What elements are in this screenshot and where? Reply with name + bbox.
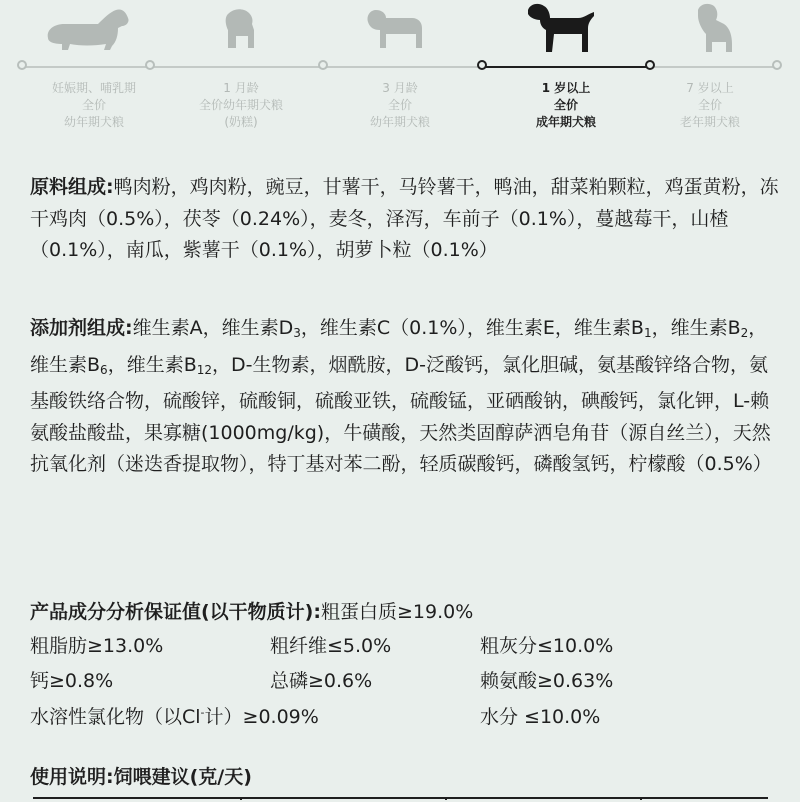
timeline-node-active bbox=[477, 60, 487, 70]
guarantee-lysine: 赖氨酸≥0.63% bbox=[480, 670, 614, 692]
adult-dog-icon bbox=[522, 0, 600, 55]
additives-text: 维生素A，维生素$D_3$，维生素C（0.1%），维生素E，维生素$B_1$，维生素$B_2$，维生素$B_6$，维生素$B_{12}$，D-生物素，烟酰胺，D-泛酸钙，氯化胆碱，氨基酸锌络合物，氨基酸铁络合物，硫酸锌，硫酸铜，硫酸亚铁，硫酸锰，亚硒酸钠，碘酸钙，氯化钾，L-赖氨酸盐酸盐，果寡糖(1000mg/kg)，牛磺酸，天然类固醇萨洒皂角苷（源自丝兰），天然抗氧化剂（迷迭香提取物），特丁基对苯二酚，轻质碳酸钙，磷酸氢钙，柠檬酸（0.5%） bbox=[30, 317, 772, 475]
additives-section bbox=[30, 313, 782, 481]
timeline-line-active bbox=[482, 66, 650, 68]
guarantee-heading-row bbox=[30, 597, 473, 624]
guarantee-phosphorus: 总磷≥0.6% bbox=[270, 670, 373, 692]
guarantee-protein: 粗蛋白质≥19.0% bbox=[320, 601, 474, 623]
ingredients-heading: 原料组成: bbox=[30, 176, 114, 198]
stage-label-pregnancy: 妊娠期、哺乳期 全价 幼年期犬粮 bbox=[51, 81, 136, 129]
timeline-node bbox=[145, 60, 155, 70]
timeline-line bbox=[22, 66, 482, 68]
timeline-node-active bbox=[645, 60, 655, 70]
guarantee-heading: 产品成分分析保证值(以干物质计): bbox=[30, 601, 321, 623]
timeline-node bbox=[318, 60, 328, 70]
stage-label-adult: 1 岁以上 全价 成年期犬粮 bbox=[535, 81, 596, 129]
stage-label-1-month: 1 月龄 全价幼年期犬粮 (奶糕) bbox=[198, 81, 283, 129]
young-dog-icon bbox=[362, 0, 427, 55]
guarantee-water: 水分 ≤10.0% bbox=[480, 706, 601, 728]
puppy-icon bbox=[218, 0, 263, 55]
additives-heading: 添加剂组成: bbox=[30, 317, 133, 339]
life-stage-timeline bbox=[22, 66, 777, 70]
guarantee-chloride: 水溶性氯化物（以Cl-计）≥0.09% bbox=[30, 706, 319, 728]
guarantee-fat: 粗脂肪≥13.0% bbox=[30, 635, 164, 657]
ingredients-text: 鸭肉粉，鸡肉粉，豌豆，甘薯干，马铃薯干，鸭油，甜菜粕颗粒，鸡蛋黄粉，冻干鸡肉（0.5%），茯苓（0.24%），麦冬，泽泻，车前子（0.1%），蔓越莓干，山楂（0.1%），南瓜，紫薯干（0.1%），胡萝卜粒（0.1%） bbox=[30, 176, 779, 261]
senior-dog-icon bbox=[690, 0, 740, 55]
timeline-line bbox=[650, 66, 777, 68]
stage-label-3-months: 3 月龄 全价 幼年期犬粮 bbox=[369, 81, 430, 129]
ingredients-section bbox=[30, 172, 782, 267]
timeline-node bbox=[17, 60, 27, 70]
guarantee-ash: 粗灰分≤10.0% bbox=[480, 635, 614, 657]
timeline-node bbox=[772, 60, 782, 70]
usage-heading: 使用说明:饲喂建议(克/天) bbox=[30, 766, 252, 788]
stage-label-senior: 7 岁以上 全价 老年期犬粮 bbox=[679, 81, 740, 129]
guarantee-calcium: 钙≥0.8% bbox=[30, 670, 114, 692]
guarantee-fiber: 粗纤维≤5.0% bbox=[270, 635, 392, 657]
pregnant-dog-icon bbox=[40, 0, 135, 55]
life-stage-header bbox=[0, 0, 800, 145]
